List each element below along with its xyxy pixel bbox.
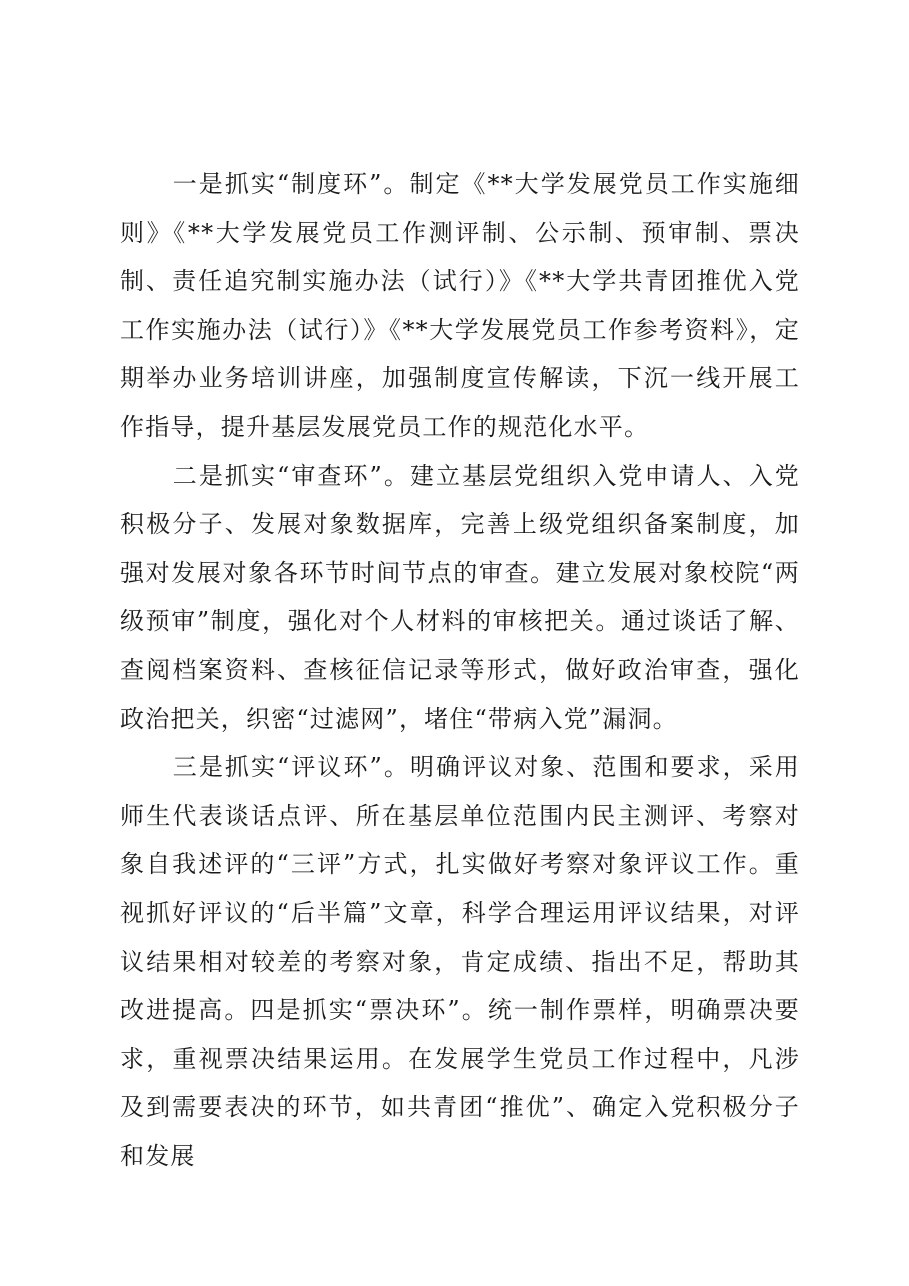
paragraph-institution: 一是抓实“制度环”。制定《**大学发展党员工作实施细则》《**大学发展党员工作测评制、公示制、预审制、票决制、责任追究制实施办法（试行）》《**大学共青团推优入党工作实施办法（试行）》《**大学发展党员工作参考资料》，定期举办业务培训讲座，加强制度宣传解读，下沉一线开展工作指导，提升基层发展党员工作的规范化水平。 [120,170,800,441]
paragraph-review: 二是抓实“审查环”。建立基层党组织入党申请人、入党积极分子、发展对象数据库，完善上级党组织备案制度，加强对发展对象各环节时间节点的审查。建立发展对象校院“两级预审”制度，强化对个人材料的审核把关。通过谈话了解、查阅档案资料、查核征信记录等形式，做好政治审查，强化政治把关，织密“过滤网”，堵住“带病入党”漏洞。 [120,461,800,733]
paragraph-evaluation: 三是抓实“评议环”。明确评议对象、范围和要求，采用师生代表谈话点评、所在基层单位范围内民主测评、考察对象自我述评的“三评”方式，扎实做好考察对象评议工作。重视抓好评议的“后半篇”文章，科学合理运用评议结果，对评议结果相对较差的考察对象，肯定成绩、指出不足，帮助其改进提高。四是抓实“票决环”。统一制作票样，明确票决要求，重视票决结果运用。在发展学生党员工作过程中，凡涉及到需要表决的环节，如共青团“推优”、确定入党积极分子和发展 [120,753,800,1170]
document-body [120,160,800,1180]
